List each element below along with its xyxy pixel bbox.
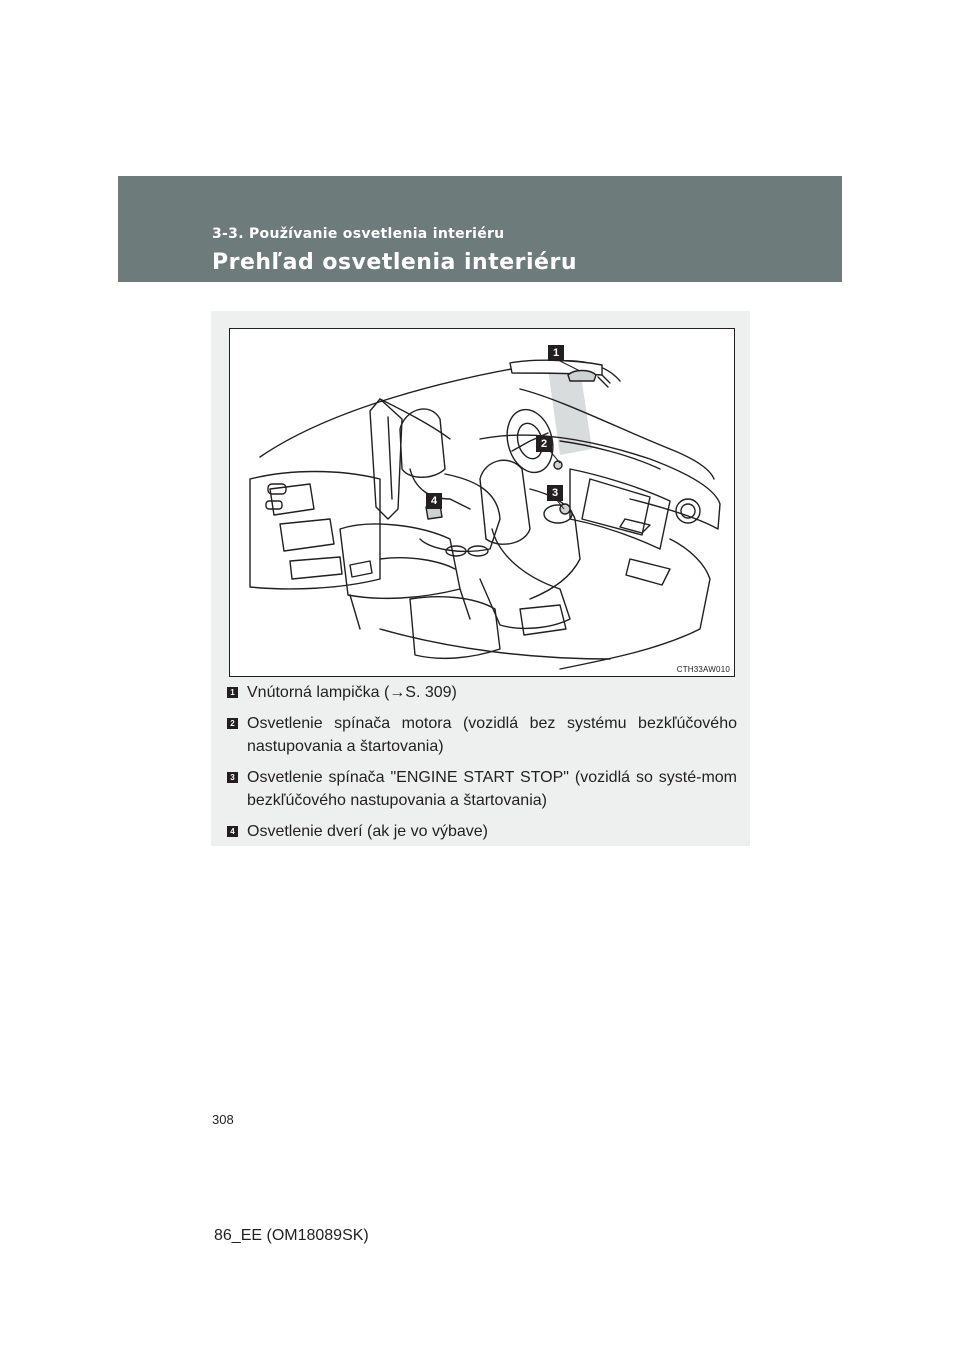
content-panel [211, 311, 750, 846]
callout-4-marker: 4 [426, 493, 442, 509]
legend-number: 3 [227, 772, 238, 783]
legend-item [227, 681, 737, 704]
legend-number: 2 [227, 718, 238, 729]
legend-text: Osvetlenie dverí (ak je vo výbave) [247, 823, 488, 840]
legend-list [227, 681, 737, 851]
legend-item [227, 712, 737, 758]
figure-code: CTH33AW010 [676, 665, 730, 674]
car-interior-drawing [230, 329, 734, 676]
callout-3-marker: 3 [547, 485, 563, 501]
callout-2-marker: 2 [536, 436, 552, 452]
legend-item [227, 820, 737, 843]
page-title: Prehľad osvetlenia interiéru [212, 250, 577, 275]
document-code: 86_EE (OM18089SK) [214, 1227, 369, 1244]
legend-number: 1 [227, 687, 238, 698]
callout-1-marker: 1 [548, 345, 564, 361]
interior-illustration [229, 328, 735, 677]
legend-text: Osvetlenie spínača "ENGINE START STOP" (vozidlá so systé-mom bezkľúčového nastupovania a štartovania) [247, 769, 737, 809]
header-band [118, 176, 842, 282]
legend-number: 4 [227, 826, 238, 837]
legend-item [227, 766, 737, 812]
section-label: 3-3. Používanie osvetlenia interiéru [212, 226, 505, 242]
legend-text: Osvetlenie spínača motora (vozidlá bez systému bezkľúčového nastupovania a štartovania) [247, 715, 737, 755]
page-number: 308 [212, 1112, 234, 1127]
legend-text: Vnútorná lampička (→S. 309) [247, 684, 457, 701]
